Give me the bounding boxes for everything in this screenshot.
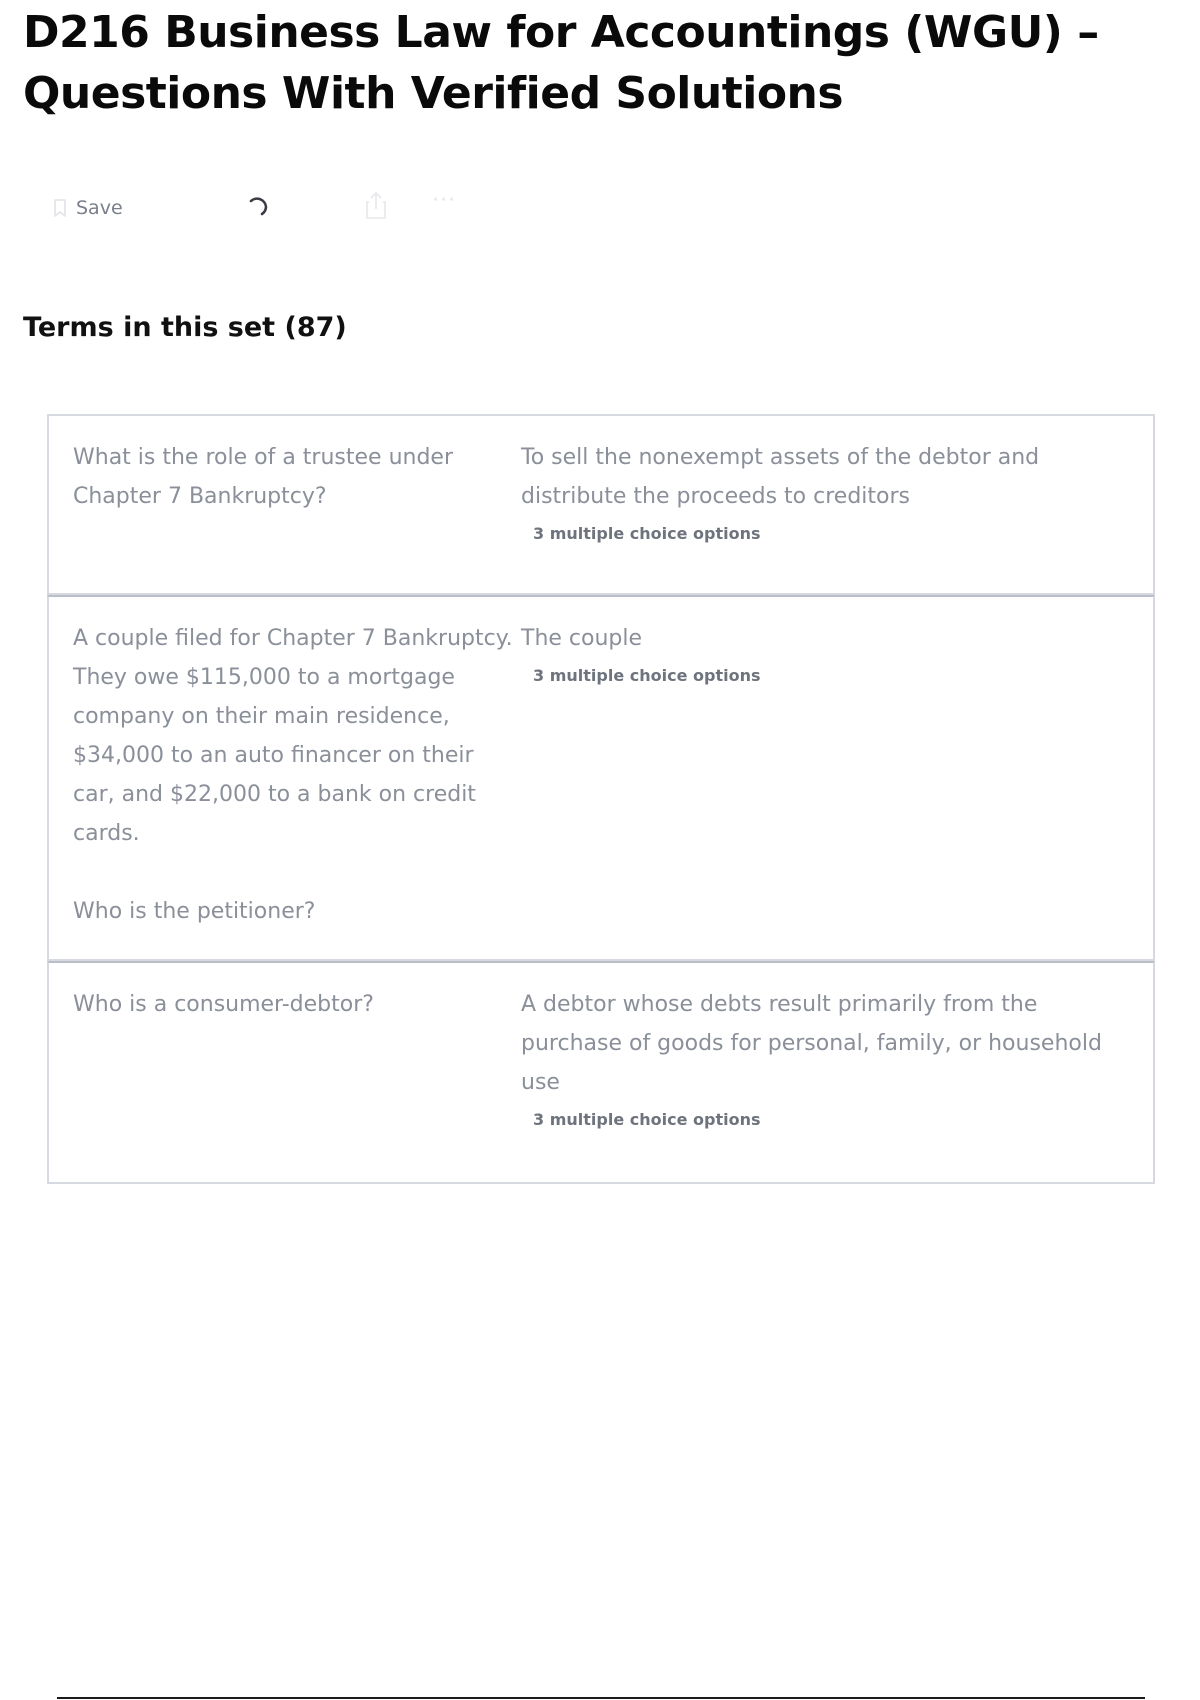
term-definition-block (521, 597, 1153, 959)
term-question: A couple filed for Chapter 7 Bankruptcy. They owe $115,000 to a mortgage company on their main residence, $34,000 to an auto financer on their car, and $22,000 to a bank on credit cards. Who is the petitioner? (73, 626, 513, 924)
more-options-icon: ··· (432, 188, 456, 213)
terms-list (47, 414, 1155, 1184)
term-card[interactable] (47, 961, 1155, 1184)
term-definition-block (521, 416, 1153, 593)
save-button-label: Save (76, 197, 123, 219)
term-definition: To sell the nonexempt assets of the debtor and distribute the proceeds to creditors (521, 445, 1040, 509)
term-question: What is the role of a trustee under Chapter 7 Bankruptcy? (73, 445, 453, 509)
bookmark-icon (52, 198, 68, 218)
multiple-choice-options-link[interactable]: 3 multiple choice options (533, 1110, 761, 1129)
term-definition: The couple (521, 626, 643, 651)
page-title: D216 Business Law for Accountings (WGU) – Questions With Verified Solutions (23, 7, 1099, 119)
multiple-choice-options-link[interactable]: 3 multiple choice options (533, 524, 761, 543)
share-icon (364, 190, 388, 220)
term-question: Who is a consumer-debtor? (73, 992, 374, 1017)
term-card[interactable] (47, 414, 1155, 595)
set-toolbar (52, 188, 456, 228)
term-card[interactable] (47, 595, 1155, 961)
share-button[interactable] (364, 190, 388, 220)
term-definition: A debtor whose debts result primarily from the purchase of goods for personal, family, or household use (521, 992, 1102, 1095)
term-definition-block (521, 963, 1153, 1182)
save-button[interactable] (52, 197, 123, 219)
multiple-choice-options-link[interactable]: 3 multiple choice options (533, 666, 761, 685)
loading-spinner-icon (245, 193, 271, 219)
more-options-button[interactable] (432, 188, 456, 213)
terms-heading: Terms in this set (87) (23, 312, 347, 343)
footer-divider (57, 1697, 1145, 1699)
